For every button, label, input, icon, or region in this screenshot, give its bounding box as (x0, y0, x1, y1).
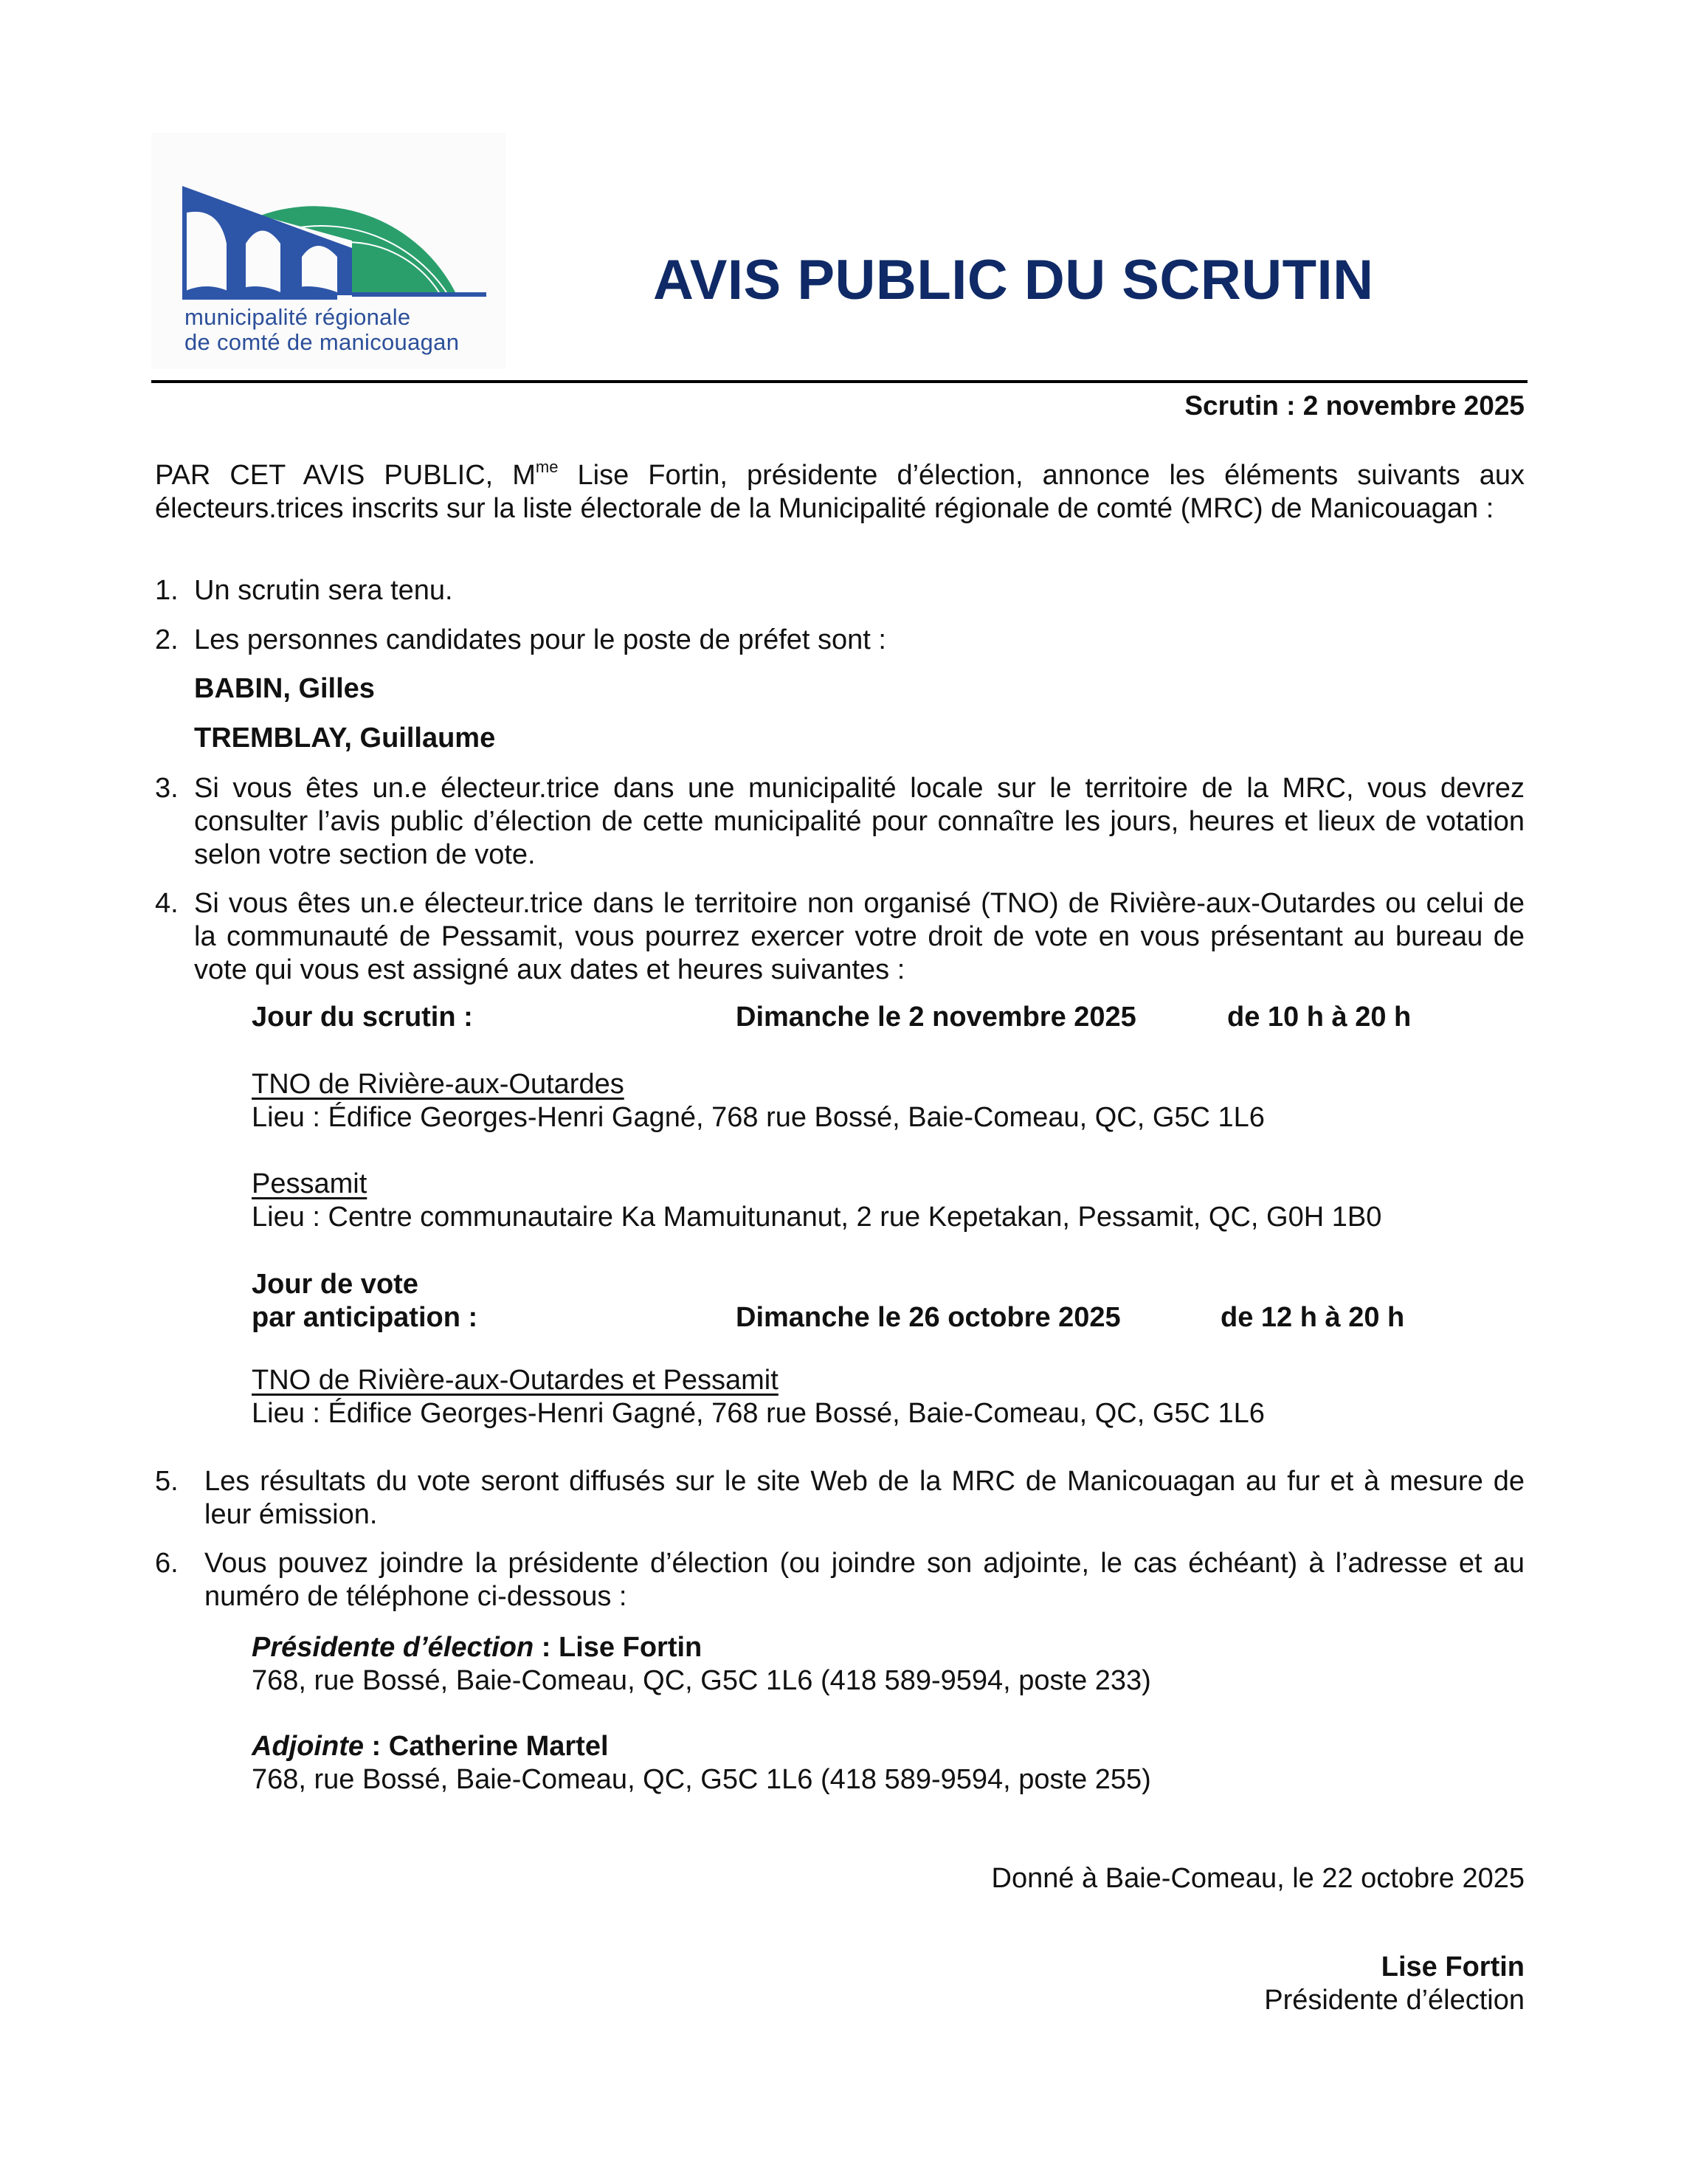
list-text: Vous pouvez joindre la présidente d’élection (ou joindre son adjointe, le cas échéant) à l’adresse et au numéro de téléphone ci-dessous : (204, 1548, 1525, 1612)
bridge-sun-logo-icon (181, 177, 491, 303)
list-item-4 (155, 887, 1525, 987)
candidate-1: BABIN, Gilles (194, 673, 375, 704)
location-name: Pessamit (252, 1168, 367, 1199)
location-address: Lieu : Centre communautaire Ka Mamuitunanut, 2 rue Kepetakan, Pessamit, QC, G0H 1B0 (252, 1202, 1382, 1233)
advance-label-line2: par anticipation : (252, 1302, 478, 1333)
advance-day-date: Dimanche le 26 octobre 2025 (736, 1302, 1121, 1333)
list-item-1 (155, 574, 1525, 607)
list-number: 5. (155, 1466, 179, 1497)
election-day-date: Dimanche le 2 novembre 2025 (736, 1002, 1136, 1033)
logo-text-line1: municipalité régionale (184, 304, 411, 330)
list-number: 3. (155, 773, 179, 804)
contact-address: 768, rue Bossé, Baie-Comeau, QC, G5C 1L6 (418 589-9594, poste 233) (252, 1665, 1151, 1696)
mrc-manicouagan-logo (151, 133, 505, 369)
contact-name: Catherine Martel (388, 1731, 609, 1762)
page-title: AVIS PUBLIC DU SCRUTIN (653, 249, 1374, 311)
election-location-1 (252, 1068, 1265, 1134)
contact-assistant (252, 1730, 1151, 1797)
contact-president (252, 1631, 1151, 1698)
advance-day-label (252, 1268, 477, 1334)
list-number: 2. (155, 624, 179, 655)
signatory-name: Lise Fortin (1381, 1952, 1525, 1983)
intro-superscript: me (535, 458, 559, 476)
candidate-2: TREMBLAY, Guillaume (194, 723, 496, 754)
logo-text-line2: de comté de manicouagan (184, 329, 460, 355)
list-text: Les résultats du vote seront diffusés sur le site Web de la MRC de Manicouagan au fur et à mesure de leur émission. (204, 1466, 1525, 1530)
advance-location-1 (252, 1364, 1265, 1430)
contact-address: 768, rue Bossé, Baie-Comeau, QC, G5C 1L6 (418 589-9594, poste 255) (252, 1764, 1151, 1795)
advance-label-line1: Jour de vote (252, 1269, 418, 1300)
contact-role: Présidente d’élection (252, 1632, 534, 1663)
location-address: Lieu : Édifice Georges-Henri Gagné, 768 rue Bossé, Baie-Comeau, QC, G5C 1L6 (252, 1102, 1265, 1133)
advance-day-row (252, 1268, 1506, 1338)
list-number: 1. (155, 575, 179, 606)
list-text: Si vous êtes un.e électeur.trice dans le territoire non organisé (TNO) de Rivière-aux-Outardes ou celui de la communauté de Pessamit, vous pourrez exercer votre droit de vote en vous présentant au bureau de vote qui vous est assigné aux dates et heures suivantes : (194, 888, 1525, 985)
scrutin-date: Scrutin : 2 novembre 2025 (1184, 390, 1525, 421)
election-day-row (252, 1002, 1506, 1038)
header-divider (151, 380, 1528, 383)
list-text: Un scrutin sera tenu. (194, 575, 453, 606)
intro-paragraph (155, 459, 1525, 526)
location-address: Lieu : Édifice Georges-Henri Gagné, 768 rue Bossé, Baie-Comeau, QC, G5C 1L6 (252, 1398, 1265, 1429)
list-item-5 (155, 1465, 1525, 1532)
contact-role: Adjointe (252, 1731, 364, 1762)
intro-part1: PAR CET AVIS PUBLIC, M (155, 460, 536, 491)
election-location-2 (252, 1168, 1381, 1234)
contact-separator: : (534, 1632, 559, 1663)
list-item-2 (155, 624, 1525, 657)
list-item-3 (155, 772, 1525, 872)
location-name: TNO de Rivière-aux-Outardes (252, 1069, 624, 1100)
list-number: 6. (155, 1548, 179, 1579)
advance-day-hours: de 12 h à 20 h (1221, 1302, 1405, 1333)
location-name: TNO de Rivière-aux-Outardes et Pessamit (252, 1365, 779, 1396)
intro-part2: Lise Fortin, présidente d’élection, annonce les éléments suivants aux électeurs.trices inscrits sur la liste électorale de la Municipalité régionale de comté (MRC) de Manicouagan : (155, 460, 1525, 524)
given-at-line: Donné à Baie-Comeau, le 22 octobre 2025 (991, 1863, 1525, 1894)
list-number: 4. (155, 888, 179, 919)
list-text: Les personnes candidates pour le poste de préfet sont : (194, 624, 886, 655)
contact-separator: : (363, 1731, 389, 1762)
election-day-label: Jour du scrutin : (252, 1002, 473, 1033)
contact-name: Lise Fortin (559, 1632, 703, 1663)
signatory-title: Présidente d’élection (1264, 1985, 1525, 2016)
list-item-6 (155, 1547, 1525, 1613)
election-day-hours: de 10 h à 20 h (1227, 1002, 1412, 1033)
list-text: Si vous êtes un.e électeur.trice dans une municipalité locale sur le territoire de la MRC, vous devrez consulter l’avis public d’élection de cette municipalité pour connaître les jours, heures et lieux de votation selon votre section de vote. (194, 773, 1525, 870)
